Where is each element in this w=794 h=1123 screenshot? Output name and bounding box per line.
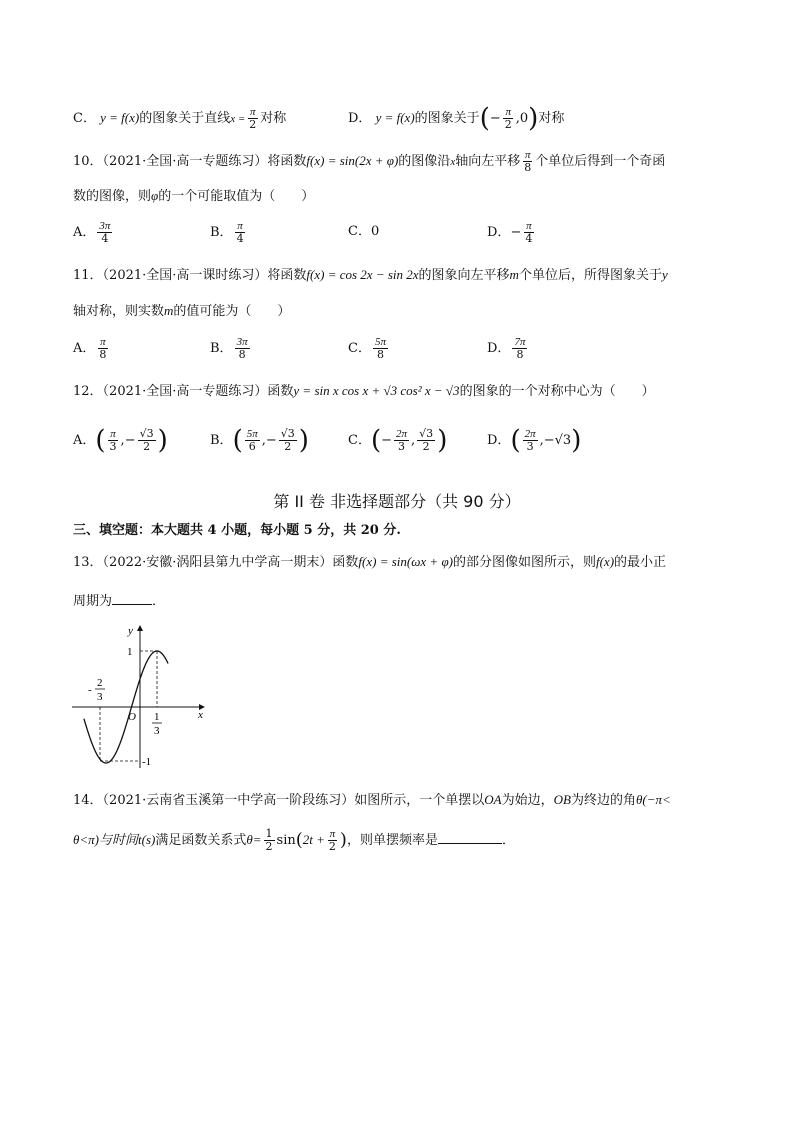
text: 的图象关于直线 [139,111,231,126]
frac-num: π [329,828,336,840]
frac-num: π [524,149,531,161]
q10-option-c [348,220,379,244]
fraction [279,428,297,453]
q13-line1 [73,552,666,573]
math-expr: t(s) [138,832,156,847]
text: 的一个可能取值为（ ） [158,189,315,204]
frac-num: 3π [236,336,248,348]
frac-num: π [505,106,511,118]
fraction [97,220,112,245]
q11-option-b [210,336,252,361]
frac-den: 3 [398,440,406,453]
pos-tick-num: 1 [154,711,160,723]
paren: ) [298,425,309,456]
y-axis-label: y [128,625,133,637]
q10-line2 [73,186,314,207]
paren: ( [295,829,303,851]
text: 11．（2021·全国·高一课时练习）将函数 [73,268,307,283]
paren: ) [437,425,448,456]
text: 的图象向左平移 [418,268,510,283]
prev-option-c [73,106,286,131]
text: ，则单摆频率是 [346,833,438,848]
option-letter: C． [348,224,371,239]
math-var: y [661,267,668,282]
option-letter: D． [487,225,511,240]
fraction [108,428,119,453]
frac-den: 4 [236,232,244,245]
neg-tick-num: 2 [97,677,103,689]
option-letter: C． [73,111,96,126]
frac-den: 8 [99,348,107,361]
q11-option-a [73,336,110,361]
math-expr: θ= [246,832,262,847]
y-max-label: 1 [127,646,133,658]
q10-option-a [73,220,114,245]
text: 10．（2021·全国·高一专题练习）将函数 [73,154,307,169]
q14-line1 [73,790,671,811]
option-letter: A． [73,225,96,240]
fraction [264,828,275,853]
text: 12．（2021·全国·高一专题练习）函数 [73,384,294,399]
sign: − [124,433,136,448]
neg-tick-sign: - [88,684,92,696]
text: 个单位后得到一个奇函 [535,154,666,169]
option-letter: B． [210,225,233,240]
frac-num: π [100,336,106,348]
paren: ) [339,829,347,851]
text: 13．（2022·安徽·涡阳县第九中学高一期末）函数 [73,555,359,570]
frac-den: 8 [524,161,532,174]
option-letter: D． [348,111,372,126]
frac-den: 2 [422,440,430,453]
frac-num: 2π [524,428,536,440]
frac-den: 8 [238,348,246,361]
paren: ( [95,425,106,456]
frac-den: 4 [101,232,109,245]
option-letter: D． [487,433,511,448]
math-expr: f(x) = sin(ωx + φ) [358,554,453,569]
frac-num: √3 [139,427,154,440]
sign: − [265,433,277,448]
math-expr: y = sin x cos x + √3 cos² x − √3 [293,383,460,398]
frac-num: 7π [514,336,526,348]
math-var: OB [553,792,571,807]
text: ． [501,833,515,848]
text: 轴向左平移 [455,154,521,169]
q11-option-d [487,336,529,361]
q10-line1 [73,149,665,174]
option-letter: C． [348,433,371,448]
section-title: 第 II 卷 非选择题部分（共 90 分） [273,492,521,511]
text: 的图象的一个对称中心为（ ） [459,384,655,399]
q10-option-b [210,220,248,245]
fraction [522,149,533,174]
q10-option-d [487,220,536,245]
math-var: m [509,267,519,282]
frac-den: 8 [516,348,524,361]
answer-blank[interactable] [112,590,152,605]
text: 的图象关于 [414,111,480,126]
text: 的最小正 [614,555,667,570]
text: 的值可能为（ ） [173,304,291,319]
frac-num: √3 [280,427,295,440]
text: 个单位后，所得图象关于 [518,268,662,283]
text: ,0 [515,111,529,126]
text: 的部分图像如图所示，则 [452,555,596,570]
text: 周期为 [73,594,113,609]
text: 的图像沿 [398,154,451,169]
q12-option-c: C．(− $\frac{2\pi}{3}$ , $\frac{√3}{2}$ ) [348,425,448,456]
text: 14．（2021·云南省玉溪第一中学高一阶段练习）如图所示，一个单摆以 [73,793,485,808]
option-value: −√3 [543,433,572,448]
option-letter: A． [73,433,96,448]
fraction [245,428,260,453]
text: 满足函数关系式 [155,833,247,848]
frac-den: 2 [284,440,292,453]
frac-den: 2 [143,440,151,453]
paren: ) [571,425,582,456]
text: 对称 [538,111,565,126]
fraction [373,336,388,361]
paren: ) [157,425,168,456]
option-value: 0 [370,224,380,239]
math-expr: θ(−π< [635,792,671,807]
sign: − [510,225,522,240]
fraction [503,106,514,131]
option-letter: B． [210,341,233,356]
paren: ( [479,103,490,134]
math-expr: 2t + [302,832,325,847]
prev-option-d [348,103,565,134]
frac-num: 5π [374,336,386,348]
neg-tick-den: 3 [97,691,103,703]
q12-option-b: B．( $\frac{5\pi}{6}$ ,− $\frac{√3}{2}$ ) [210,425,309,456]
math-expr: f(x) = sin(2x + φ) [306,153,399,168]
math-expr: y = f(x) [375,110,415,125]
text: 对称 [260,111,287,126]
q12-line [73,381,655,402]
sign: − [489,111,501,126]
fraction [512,336,527,361]
frac-num: 5π [246,428,258,440]
paren: ( [510,425,521,456]
math-expr: y = f(x) [100,110,140,125]
origin-label: O [128,711,136,723]
q12-option-d: D．( $\frac{2\pi}{3}$ ,−√3) [487,425,582,456]
fraction [235,220,246,245]
fraction [247,106,258,131]
q13-line2 [73,590,165,612]
paren: ( [232,425,243,456]
frac-num: √3 [419,427,434,440]
section-heading: 三、填空题： [73,523,152,538]
frac-den: 2 [265,840,273,853]
math-var: m [164,303,174,318]
y-min-label: -1 [142,756,152,768]
frac-den: 3 [109,440,117,453]
fraction [138,428,156,453]
frac-num: π [526,220,532,232]
q14-line2 [73,828,515,853]
answer-blank[interactable] [438,829,502,844]
q12-option-a: A．( $\frac{\pi}{3}$ ,− $\frac{√3}{2}$ ) [73,425,168,456]
paren: ) [528,103,539,134]
frac-den: 6 [248,440,256,453]
paren: ( [370,425,382,456]
math-expr: x = [230,113,246,125]
text: 为始边， [501,793,554,808]
fraction [523,428,538,453]
math-func: sin [276,833,296,848]
frac-num: 1 [265,827,273,840]
fraction [394,428,409,453]
frac-den: 2 [328,840,336,853]
frac-den: 2 [504,118,512,131]
section-instructions: 本大题共 4 小题，每小题 5 分，共 20 分. [151,523,401,538]
option-letter: C． [348,341,371,356]
text: 为终边的角 [570,793,636,808]
fraction [235,336,250,361]
fraction [97,336,108,361]
text: ． [152,594,166,609]
frac-den: 3 [526,440,534,453]
frac-num: 2π [396,428,408,440]
math-var: x [450,156,456,168]
pos-tick-den: 3 [154,725,160,737]
math-expr: f(x) = cos 2x − sin 2x [306,267,419,282]
frac-den: 4 [525,232,533,245]
fraction [523,220,534,245]
text: 轴对称，则实数 [73,304,165,319]
frac-den: 8 [376,348,384,361]
fraction [417,428,435,453]
frac-den: 2 [249,118,257,131]
x-axis-label: x [198,709,203,721]
text: 数的图像，则 [73,189,152,204]
frac-num: π [110,428,116,440]
fraction [327,828,338,853]
q11-line1 [73,265,668,286]
option-letter: D． [487,341,511,356]
sine-graph [68,620,218,775]
frac-num: π [237,220,243,232]
q11-option-c [348,336,390,361]
q11-line2 [73,301,290,322]
frac-num: π [250,106,256,118]
math-expr: θ<π)与时间 [73,832,139,847]
math-var: OA [484,792,502,807]
frac-num: 3π [99,220,111,232]
math-var: φ [151,188,159,203]
math-expr: f(x) [595,554,615,569]
option-letter: B． [210,433,233,448]
option-letter: A． [73,341,96,356]
fill-in-header [73,521,401,541]
sign: − [381,433,393,448]
